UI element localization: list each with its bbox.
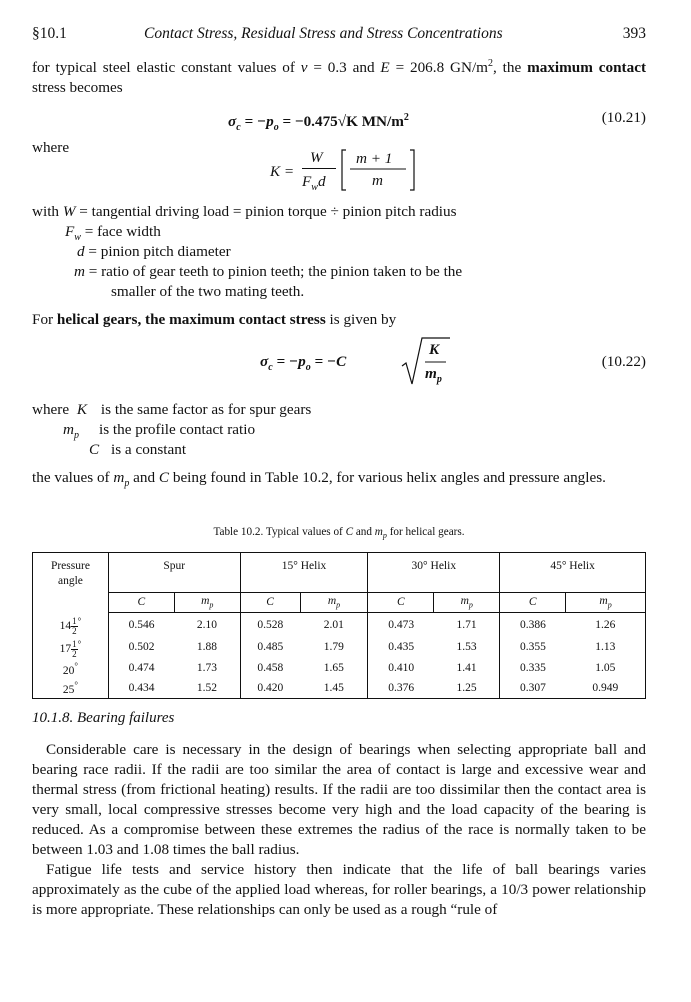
definition-text: is a constant [111, 441, 187, 459]
symbol: W [62, 203, 76, 221]
symbol-d: d [317, 173, 326, 191]
definition-text: = tangential driving load = pinion torque ÷ pinion pitch radius [75, 203, 457, 221]
equation-number: (10.22) [601, 353, 646, 371]
where-label: where [32, 139, 70, 157]
symbol: C [89, 441, 100, 459]
definition-row [32, 262, 646, 282]
column-header-c: C [108, 593, 174, 613]
table-cell: 0.474 [108, 659, 174, 679]
definition-row [32, 282, 646, 302]
table-cell: 0.335 [500, 659, 566, 679]
page [32, 24, 646, 920]
body-paragraph-1: Considerable care is necessary in the design of bearings when selecting appropriate ball and bearing race radii. If the radii are too similar the area of contact is large and excessive wear and thermal stress (from frictional heating) results. If the radii are too dissimilar then the contact area is very small, local compressive stresses become very high and the load capacity of the bearing is reduced. As a compromise between these extremes the radius of the race is normally taken to be between 1.03 and 1.08 times the ball radius. [32, 741, 646, 859]
table-row [33, 637, 646, 659]
text-run: for typical steel elastic constant values of [32, 59, 301, 77]
table-cell: 1.73 [174, 659, 240, 679]
table-cell: 1.25 [434, 678, 500, 698]
text-run: = 206.8 GN/m [389, 59, 488, 77]
column-header-mp: $m_p$ [434, 593, 500, 613]
symbol: K [76, 401, 88, 419]
table-cell: 0.386 [500, 613, 566, 637]
table-cell: 1.53 [434, 637, 500, 659]
subscript: c [268, 362, 273, 374]
column-header-c: C [368, 593, 434, 613]
pressure-angle-cell: 14 $\frac{1}{2}$ ° [33, 613, 109, 637]
symbol-c: C [345, 526, 354, 539]
table-cell: 1.52 [174, 678, 240, 698]
denominator [302, 172, 326, 198]
symbol-m: m [113, 469, 125, 487]
header-text: Pressure [50, 560, 90, 573]
subscript: p [382, 531, 387, 541]
sqrt-denominator [425, 364, 442, 390]
symbol-e: E [380, 59, 390, 77]
column-header-mp: $m_p$ [300, 593, 368, 613]
definition-row: with W = tangential driving load = pinion torque ÷ pinion pitch radius [32, 203, 457, 221]
definition-text: = ratio of gear teeth to pinion teeth; the pinion taken to be the [84, 263, 463, 281]
section-heading: 10.1.8. Bearing failures [32, 710, 175, 727]
page-number: 393 [622, 25, 646, 42]
table-cell: 0.473 [368, 613, 434, 637]
table-cell: 1.41 [434, 659, 500, 679]
group-header-15: 15° Helix [240, 553, 368, 593]
subscript: p [124, 478, 130, 490]
bracket-numerator: m + 1 [356, 150, 393, 168]
table-cell: 2.10 [174, 613, 240, 637]
table-cell: 0.307 [500, 678, 566, 698]
section-number: §10.1 [32, 25, 67, 42]
column-header-mp: $m_p$ [566, 593, 646, 613]
table-wrapper [32, 552, 646, 702]
symbol: F [65, 223, 75, 241]
table-subheader-row [33, 593, 646, 613]
definition-text: smaller of the two mating teeth. [111, 283, 305, 301]
intro-paragraph [32, 54, 646, 98]
table-cell: 0.376 [368, 678, 434, 698]
table-header-row [33, 553, 646, 593]
text-run: For [32, 311, 57, 329]
helical-paragraph [32, 310, 646, 330]
text-run: is given by [325, 311, 397, 329]
table-row [33, 613, 646, 637]
subscript: p [436, 374, 442, 386]
bold-term: contact [598, 59, 646, 77]
table-cell: 0.458 [240, 659, 300, 679]
bold-term: helical gears, the maximum contact stress [56, 311, 326, 329]
table-row [33, 659, 646, 679]
definition-row [32, 440, 646, 460]
definition-text: = face width [80, 223, 161, 241]
definition-row [32, 222, 646, 242]
table-cell: 1.13 [566, 637, 646, 659]
definition-list-2 [32, 400, 646, 460]
definition-row [32, 242, 646, 262]
table-reference-paragraph [32, 468, 646, 494]
subscript: p [73, 430, 79, 442]
definition-text: is the same factor as for spur gears [100, 401, 312, 419]
running-header [32, 24, 646, 46]
numerator-w: W [310, 149, 323, 167]
table-cell: 0.485 [240, 637, 300, 659]
running-title: Contact Stress, Residual Stress and Stress Concentrations [144, 25, 503, 42]
text-run: the values of [32, 469, 114, 487]
text-run: for helical gears. [386, 526, 465, 539]
sigma: σ [228, 113, 237, 131]
symbol: m [63, 421, 74, 439]
table-cell: 1.45 [300, 678, 368, 698]
subscript: w [74, 232, 81, 244]
table-cell: 1.88 [174, 637, 240, 659]
column-header-c: C [240, 593, 300, 613]
symbol-nu: ν [300, 59, 308, 77]
table-cell: 0.420 [240, 678, 300, 698]
table-cell: 0.410 [368, 659, 434, 679]
eq-term: = −p [240, 113, 274, 131]
table-cell: 0.434 [108, 678, 174, 698]
definition-text: is the profile contact ratio [99, 421, 256, 439]
column-header-c: C [500, 593, 566, 613]
definition-row: where K is the same factor as for spur gears [32, 401, 312, 419]
equation-10-21 [32, 108, 646, 132]
text-run: = 0.3 and [307, 59, 381, 77]
eq-term: = −C [310, 353, 347, 371]
table-cell: 0.546 [108, 613, 174, 637]
superscript: 2 [403, 112, 409, 124]
table-cell: 0.502 [108, 637, 174, 659]
k-label: K = [270, 163, 295, 181]
subscript: o [305, 362, 311, 374]
table-cell: 0.949 [566, 678, 646, 698]
symbol-m: m [374, 526, 383, 539]
pressure-angle-cell: 20° [33, 659, 109, 679]
header-text: angle [57, 575, 83, 588]
symbol: m [74, 263, 85, 281]
equation-body [260, 352, 346, 378]
bold-term: maximum [527, 59, 593, 77]
pressure-angle-cell: 17 $\frac{1}{2}$ ° [33, 637, 109, 659]
sqrt-numerator: K [429, 341, 440, 359]
group-header-45: 45° Helix [500, 553, 646, 593]
pressure-angle-header [33, 553, 109, 613]
table-cell: 0.435 [368, 637, 434, 659]
table-cell: 1.71 [434, 613, 500, 637]
table-cell: 1.26 [566, 613, 646, 637]
pressure-angle-cell: 25° [33, 678, 109, 698]
table-cell: 2.01 [300, 613, 368, 637]
text-run: , the [493, 59, 528, 77]
symbol-c: C [158, 469, 170, 487]
subscript: c [236, 122, 241, 134]
body-paragraph-2: Fatigue life tests and service history then indicate that the life of ball bearings varies approximately as the cube of the applied load whereas, for roller bearings, a 10/3 power relationship is more appropriate. These relationships can only be used as a rough “rule of [32, 861, 646, 919]
table-cell: 1.65 [300, 659, 368, 679]
equation-number: (10.21) [601, 109, 646, 127]
table-cell: 1.79 [300, 637, 368, 659]
group-header-spur: Spur [108, 553, 240, 593]
table-caption [32, 522, 646, 546]
subscript: o [273, 122, 279, 134]
column-header-mp: $m_p$ [174, 593, 240, 613]
subscript: w [311, 182, 318, 194]
bracket-denominator: m [372, 172, 383, 190]
text-run: Table 10.2. Typical values of [213, 526, 346, 539]
definition-text: = pinion pitch diameter [84, 243, 231, 261]
text-run: stress becomes [32, 79, 123, 97]
table-cell: 0.355 [500, 637, 566, 659]
equation-10-22 [32, 334, 646, 392]
symbol: d [77, 243, 85, 261]
equation-k [32, 146, 646, 196]
symbol-m: m [425, 365, 437, 383]
table-row [33, 678, 646, 698]
sigma: σ [260, 353, 269, 371]
superscript: 2 [488, 58, 493, 69]
eq-term: = −0.475√K MN/m [278, 113, 404, 131]
fraction-bar [302, 168, 336, 169]
equation-body [228, 108, 409, 138]
text-run: being found in Table 10.2, for various helix angles and pressure angles. [169, 469, 606, 487]
definition-row [32, 420, 646, 440]
text-run: and [353, 526, 375, 539]
table-cell: 0.528 [240, 613, 300, 637]
text-run: and [129, 469, 159, 487]
table-cell: 1.05 [566, 659, 646, 679]
eq-term: = −p [272, 353, 306, 371]
symbol-f: F [302, 173, 312, 191]
definition-list [32, 202, 646, 302]
data-table [32, 552, 646, 699]
group-header-30: 30° Helix [368, 553, 500, 593]
